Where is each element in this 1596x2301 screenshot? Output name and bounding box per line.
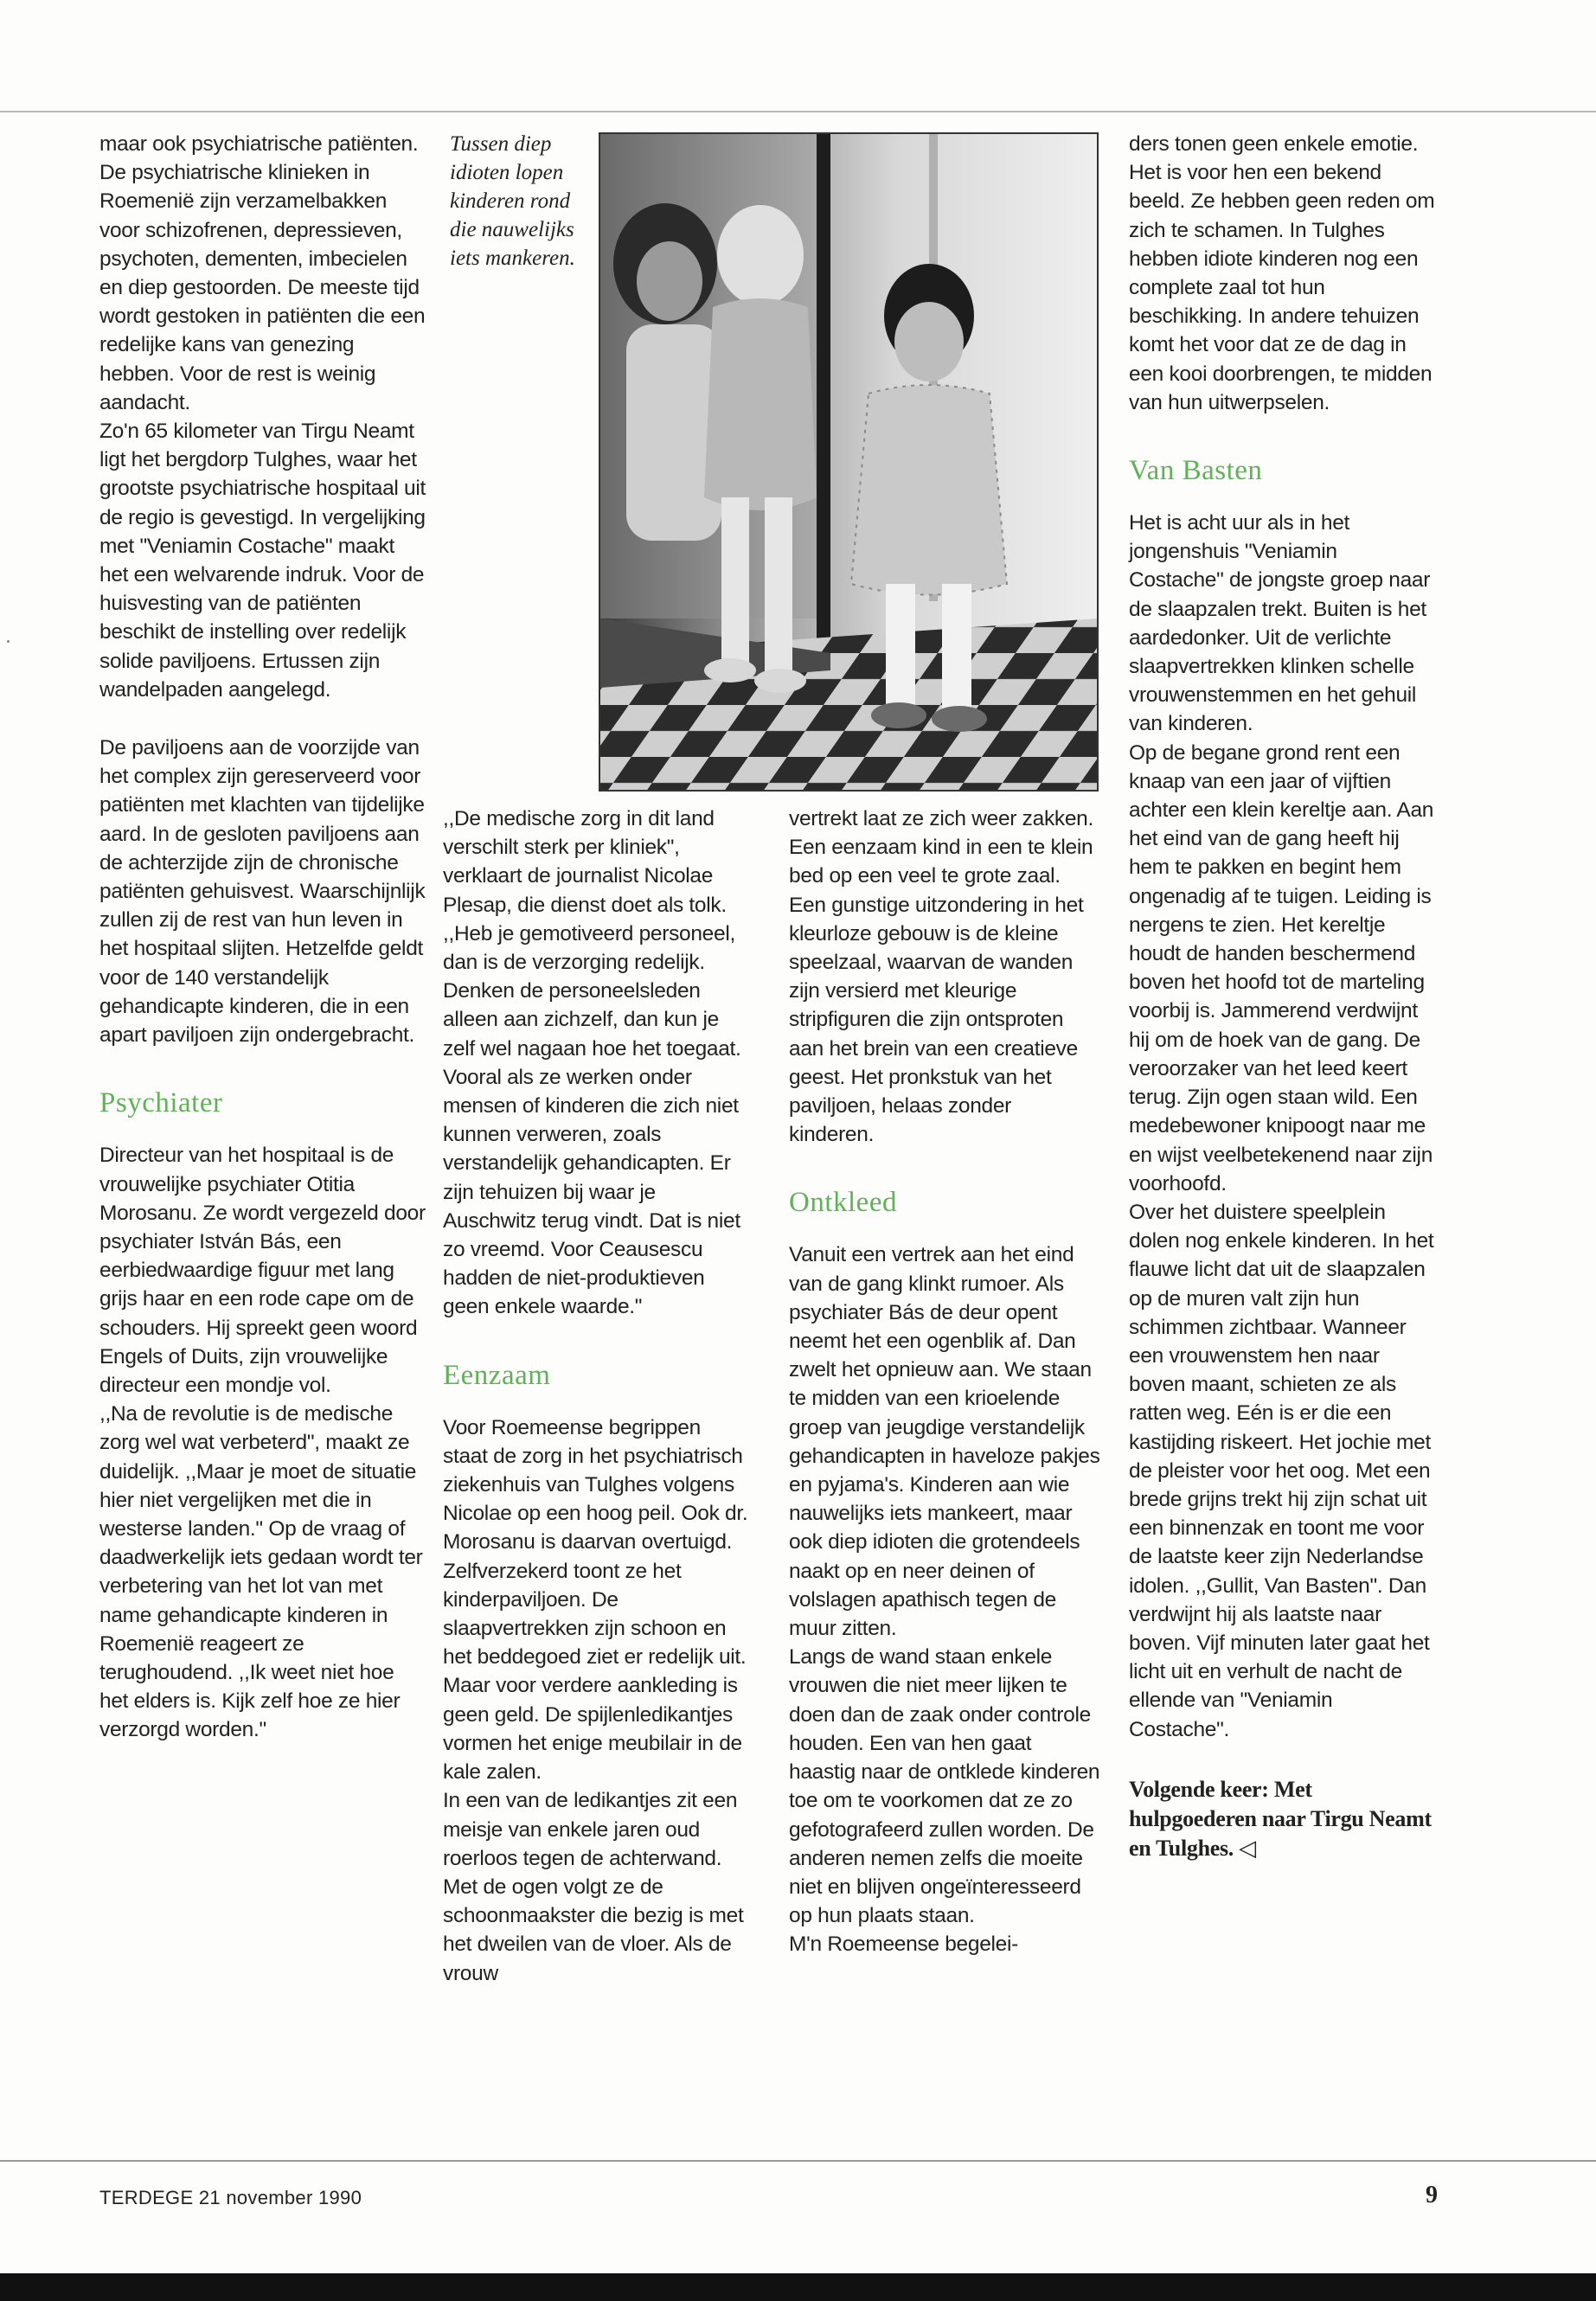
body-paragraph: M'n Roemeense begelei-	[789, 1932, 1019, 1957]
publication-date: TERDEGE 21 november 1990	[99, 2187, 362, 2208]
body-paragraph: ,,De medische zorg in dit land verschilt sterk per kliniek", verklaart de journalist Nicolae Plesap, die dienst doet als tolk. ,,Heb je gemotiveerd personeel, dan is de verzorging redelijk. Denken de personeelsleden alleen aan zichzelf, dan kun je zelf wel nagaan hoe het toegaat. Vooral als ze werken onder mensen of kinderen die zich niet kunnen verweren, zoals verstandelijk gehandicapten. Er zijn tehuizen bij waar je Auschwitz terug vindt. Dat is niet zo vreemd. Voor Ceausescu hadden de niet-produktieven geen enkele waarde."	[443, 807, 741, 1319]
body-paragraph: Een gunstige uitzondering in het kleurloze gebouw is de kleine speelzaal, waarvan de wanden zijn versierd met kleurige stripfiguren die zijn ontsproten aan het brein van een creatieve geest. Het pronkstuk van het paviljoen, helaas zonder kinderen.	[789, 893, 1084, 1147]
article-column-2	[443, 804, 750, 1988]
body-paragraph: maar ook psychiatrische patiënten. De psychiatrische klinieken in Roemenië zijn verzamelbakken voor schizofrenen, depressieven, psychoten, dementen, imbecielen en diep gestoorden. De meeste tijd wordt gestoken in patiënten die een redelijke kans van genezing hebben. Voor de rest is weinig aandacht.	[99, 132, 426, 414]
body-paragraph: Over het duistere speelplein dolen nog enkele kinderen. In het flauwe licht dat uit de slaapzalen op de muren valt zijn hun schimmen zichtbaar. Wanneer een vrouwenstem hen naar boven maant, schieten ze als ratten weg. Eén is er die een kastijding riskeert. Het jochie met de pleister voor het oog. Met een brede grijns trekt hij zijn schat uit een binnenzak en toont me voor de laatste keer zijn Nederlandse idolen. ,,Gullit, Van Basten". Dan verdwijnt hij als laatste naar boven. Vijf minuten later gaat het licht uit en verhult de nacht de ellende van "Veniamin Costache".	[1129, 1200, 1434, 1741]
article-column-4	[1129, 130, 1436, 1863]
body-paragraph: In een van de ledikantjes zit een meisje van enkele jaren oud roerloos tegen de achterwand. Met de ogen volgt ze de schoonmaakster die bezig is met het dweilen van de vloer. Als de vrouw	[443, 1789, 744, 1985]
body-paragraph: Zo'n 65 kilometer van Tirgu Neamt ligt het bergdorp Tulghes, waar het grootste psychiatrische hospitaal uit de regio is gevestigd. In vergelijking met "Veniamin Costache" maakt het een welvarende indruk. Voor de huisvesting van de patiënten beschikt de instelling over redelijk solide paviljoens. Ertussen zijn wandelpaden aangelegd.	[99, 420, 426, 702]
body-paragraph: Langs de wand staan enkele vrouwen die niet meer lijken te doen dan de zaak onder controle houden. Een van hen gaat haastig naar de ontklede kinderen toe om te voorkomen dat ze zo gefotografeerd zullen worden. De anderen nemen zelfs die moeite niet en blijven ongeïnteresseerd op hun plaats staan.	[789, 1645, 1100, 1928]
footer-rule	[0, 2160, 1596, 2162]
section-heading-psychiater: Psychiater	[99, 1087, 223, 1119]
article-photo	[599, 132, 1099, 792]
body-paragraph: ,,Na de revolutie is de medische zorg wel wat verbeterd", maakt ze duidelijk. ,,Maar je moet de situatie hier niet vergelijken met die in westerse landen." Op de vraag of daadwerkelijk iets gedaan wordt ter verbetering van het lot van met name gehandicapte kinderen in Roemenië reageert ze terughoudend. ,,Ik weet niet hoe het elders is. Kijk zelf hoe ze hier verzorgd worden."	[99, 1402, 423, 1742]
next-issue-teaser: Volgende keer: Met hulpgoederen naar Tirgu Neamt en Tulghes. ◁	[1129, 1776, 1432, 1861]
body-paragraph: Op de begane grond rent een knaap van een jaar of vijftien achter een klein kereltje aan. Aan het eind van de gang heeft hij hem te pakken en begint hem ongenadig af te tuigen. Leiding is nergens te zien. Het kereltje houdt de handen beschermend boven het hoofd tot de marteling voorbij is. Jammerend verdwijnt hij om de hoek van de gang. De veroorzaker van het leed keert terug. Zijn ogen staan wild. Een medebewoner knipoogt naar me en wijst veelbetekenend naar zijn voorhoofd.	[1129, 740, 1434, 1195]
article-column-3	[789, 804, 1100, 1959]
section-heading-van-basten: Van Basten	[1129, 455, 1263, 487]
photo-caption: Tussen diep idioten lopen kinderen rond die nauwelijks iets mankeren.	[450, 132, 575, 270]
top-rule	[0, 111, 1596, 112]
body-paragraph: Vanuit een vertrek aan het eind van de gang klinkt rumoer. Als psychiater Bás de deur opent neemt het een ogenblik af. Dan zwelt het opnieuw aan. We staan te midden van een krioelende groep van jeugdige verstandelijk gehandicapten in haveloze pakjes en pyjama's. Kinderen aan wie nauwelijks iets mankeert, maar ook diep idioten die grotendeels naakt op en neer deinen of volslagen apathisch tegen de muur zitten.	[789, 1243, 1100, 1641]
body-paragraph: ders tonen geen enkele emotie. Het is voor hen een bekend beeld. Ze hebben geen reden om zich te schamen. In Tulghes hebben idiote kinderen nog een complete zaal tot hun beschikking. In andere tehuizen komt het voor dat ze de dag in een kooi doorbrengen, te midden van hun uitwerpselen.	[1129, 132, 1435, 414]
body-paragraph: Directeur van het hospitaal is de vrouwelijke psychiater Otitia Morosanu. Ze wordt vergezeld door psychiater István Bás, een eerbiedwaardige figuur met lang grijs haar en een rode cape om de schouders. Hij spreekt geen woord Engels of Duits, zijn vrouwelijke directeur een mondje vol.	[99, 1144, 426, 1397]
scan-speck	[7, 640, 10, 643]
section-heading-eenzaam: Eenzaam	[443, 1359, 551, 1391]
body-paragraph: De paviljoens aan de voorzijde van het complex zijn gereserveerd voor patiënten met klachten van tijdelijke aard. In de gesloten paviljoens aan de achterzijde zijn de chronische patiënten gehuisvest. Waarschijnlijk zullen zij de rest van hun leven in het hospitaal slijten. Hetzelfde geldt voor de 140 verstandelijk gehandicapte kinderen, die in een apart paviljoen zijn ondergebracht.	[99, 736, 426, 1048]
scan-bottom-edge	[0, 2273, 1596, 2301]
section-heading-ontkleed: Ontkleed	[789, 1187, 897, 1219]
article-column-1	[99, 130, 428, 1745]
body-paragraph: vertrekt laat ze zich weer zakken. Een eenzaam kind in een te klein bed op een veel te grote zaal.	[789, 807, 1094, 888]
page-number: 9	[1426, 2182, 1438, 2208]
body-paragraph: Het is acht uur als in het jongenshuis "Veniamin Costache" de jongste groep naar de slaapzalen trekt. Buiten is het aardedonker. Uit de verlichte slaapvertrekken klinken schelle vrouwenstemmen en het gehuil van kinderen.	[1129, 511, 1431, 736]
body-paragraph: Voor Roemeense begrippen staat de zorg in het psychiatrisch ziekenhuis van Tulghes volgens Nicolae op een hoog peil. Ook dr. Morosanu is daarvan overtuigd. Zelfverzekerd toont ze het kinderpaviljoen. De slaapvertrekken zijn schoon en het beddegoed ziet er redelijk uit. Maar voor verdere aankleding is geen geld. De spijlenledikantjes vormen het enige meubilair in de kale zalen.	[443, 1415, 748, 1785]
